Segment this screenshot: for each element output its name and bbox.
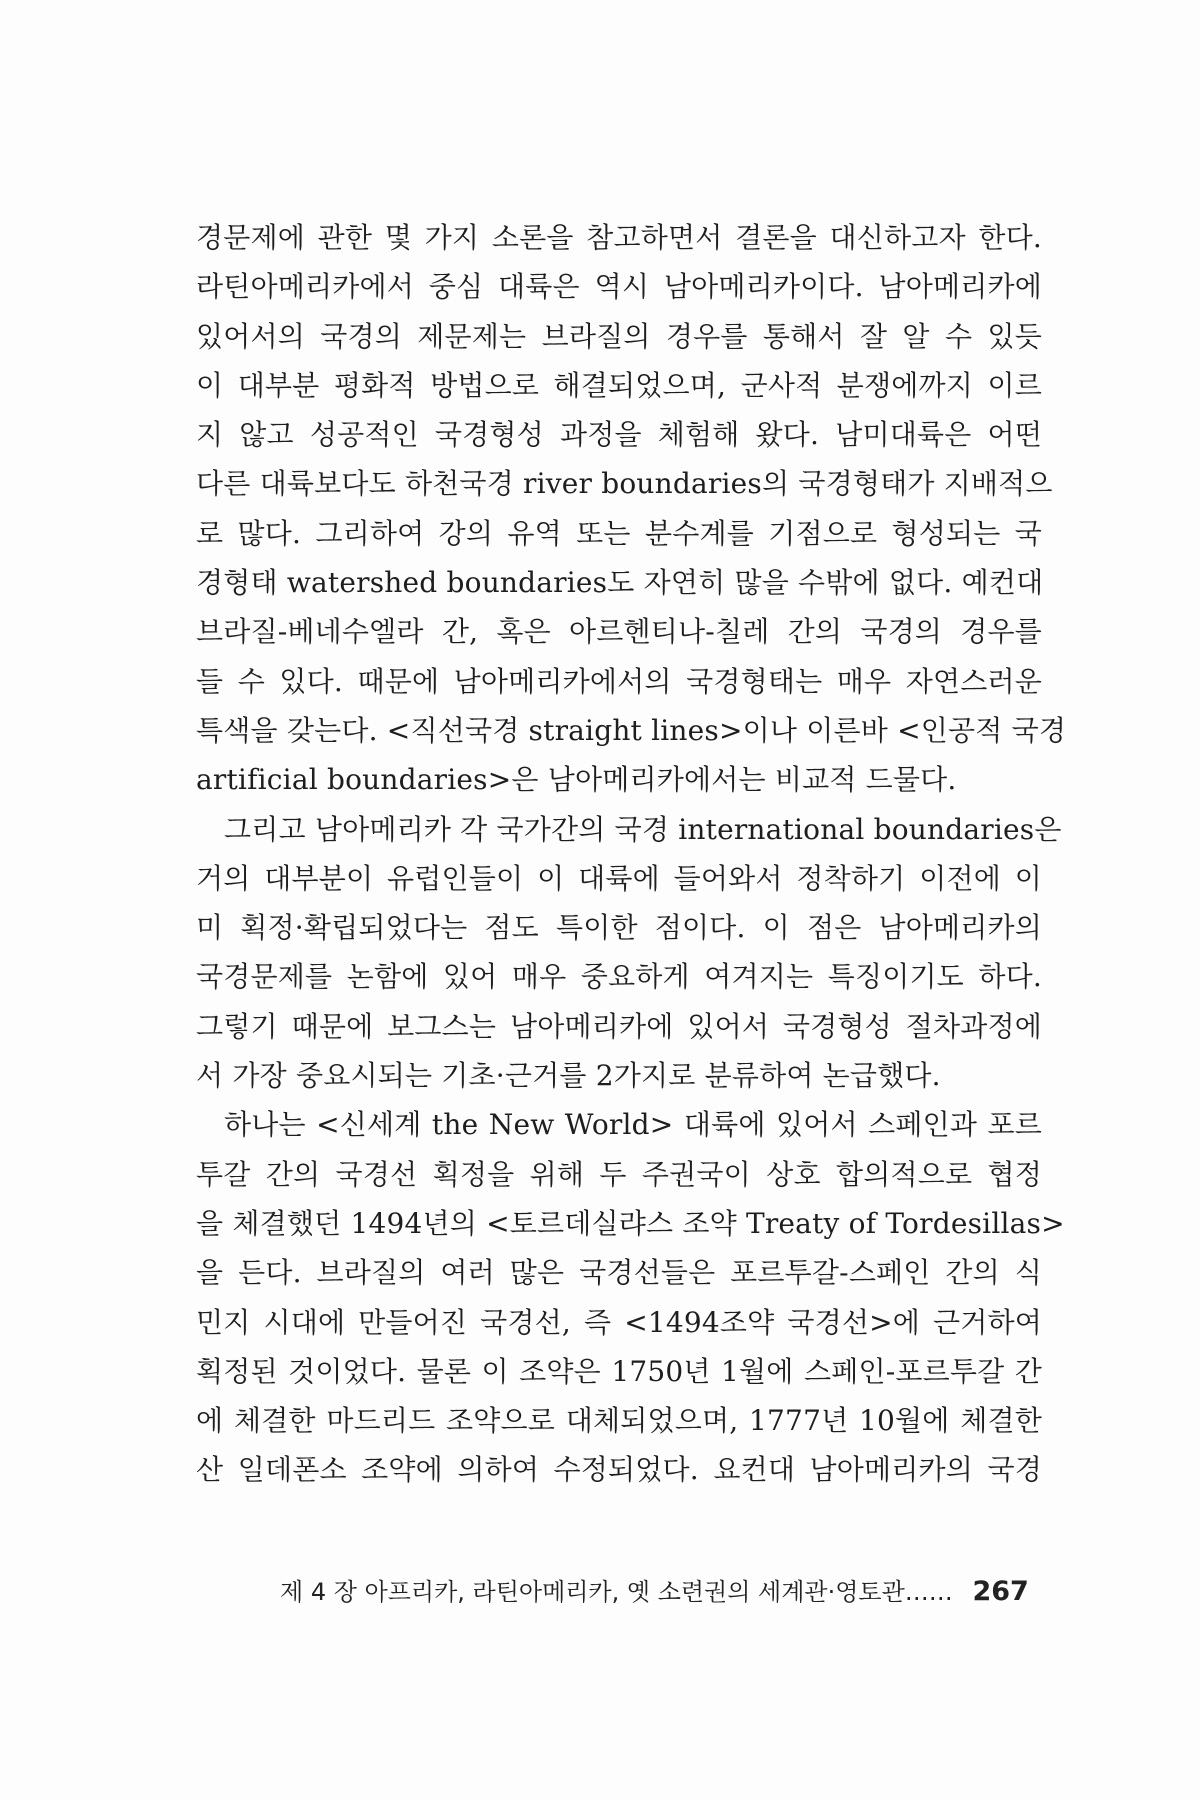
text-line: 다른 대륙보다도 하천국경 river boundaries의 국경형태가 지배적으 (196, 467, 1053, 501)
text-line: 이 대부분 평화적 방법으로 해결되었으며, 군사적 분쟁에까지 이르 (196, 368, 1042, 402)
text-line: 미 획정·확립되었다는 점도 특이한 점이다. 이 점은 남아메리카의 (196, 911, 1042, 945)
text-line: 로 많다. 그리하여 강의 유역 또는 분수계를 기점으로 형성되는 국 (196, 516, 1042, 550)
text-line: 국경문제를 논함에 있어 매우 중요하게 여겨지는 특징이기도 하다. (196, 960, 1042, 994)
text-line: 브라질-베네수엘라 간, 혹은 아르헨티나-칠레 간의 국경의 경우를 (196, 615, 1042, 649)
text-line: 경형태 watershed boundaries도 자연히 많을 수밖에 없다. 예컨대 (196, 566, 1044, 600)
text-line: 경문제에 관한 몇 가지 소론을 참고하면서 결론을 대신하고자 한다. (196, 221, 1042, 254)
text-line: 특색을 갖는다. <직선국경 straight lines>이나 이른바 <인공적 국경 (196, 713, 1067, 747)
text-line: 에 체결한 마드리드 조약으로 대체되었으며, 1777년 10월에 체결한 (196, 1404, 1042, 1438)
page-footer (280, 1572, 1050, 1612)
text-line: 거의 대부분이 유럽인들이 이 대륙에 들어와서 정착하기 이전에 이 (196, 861, 1042, 895)
text-line: 투갈 간의 국경선 획정을 위해 두 주권국이 상호 합의적으로 협정 (196, 1157, 1042, 1191)
text-line: 들 수 있다. 때문에 남아메리카에서의 국경형태는 매우 자연스러운 (196, 664, 1042, 698)
text-line: 서 가장 중요시되는 기초·근거를 2가지로 분류하여 논급했다. (196, 1059, 941, 1093)
text-line: 산 일데폰소 조약에 의하여 수정되었다. 요컨대 남아메리카의 국경 (196, 1453, 1042, 1487)
page-number: 267 (972, 1576, 1029, 1607)
text-line: 그리고 남아메리카 각 국가간의 국경 international boundaries은 (224, 812, 1062, 846)
body-text (196, 213, 1067, 1495)
text-line: 있어서의 국경의 제문제는 브라질의 경우를 통해서 잘 알 수 있듯 (196, 319, 1042, 353)
text-line: 민지 시대에 만들어진 국경선, 즉 <1494조약 국경선>에 근거하여 (196, 1305, 1042, 1339)
text-line: 라틴아메리카에서 중심 대륙은 역시 남아메리카이다. 남아메리카에 (196, 270, 1042, 304)
text-line: 하나는 <신세계 the New World> 대륙에 있어서 스페인과 포르 (224, 1108, 1042, 1142)
text-line: 획정된 것이었다. 물론 이 조약은 1750년 1월에 스페인-포르투갈 간 (196, 1354, 1042, 1388)
running-head: 제 4 장 아프리카, 라틴아메리카, 옛 소련권의 세계관·영토관…… (280, 1578, 953, 1606)
text-line: 을 체결했던 1494년의 <토르데실랴스 조약 Treaty of Tordesillas> (196, 1206, 1065, 1240)
text-line: 그렇기 때문에 보그스는 남아메리카에 있어서 국경형성 절차과정에 (196, 1009, 1042, 1043)
text-line: 지 않고 성공적인 국경형성 과정을 체험해 왔다. 남미대륙은 어떤 (196, 418, 1042, 452)
text-line: artificial boundaries>은 남아메리카에서는 비교적 드물다. (196, 763, 957, 797)
text-line: 을 든다. 브라질의 여러 많은 국경선들은 포르투갈-스페인 간의 식 (196, 1256, 1042, 1290)
